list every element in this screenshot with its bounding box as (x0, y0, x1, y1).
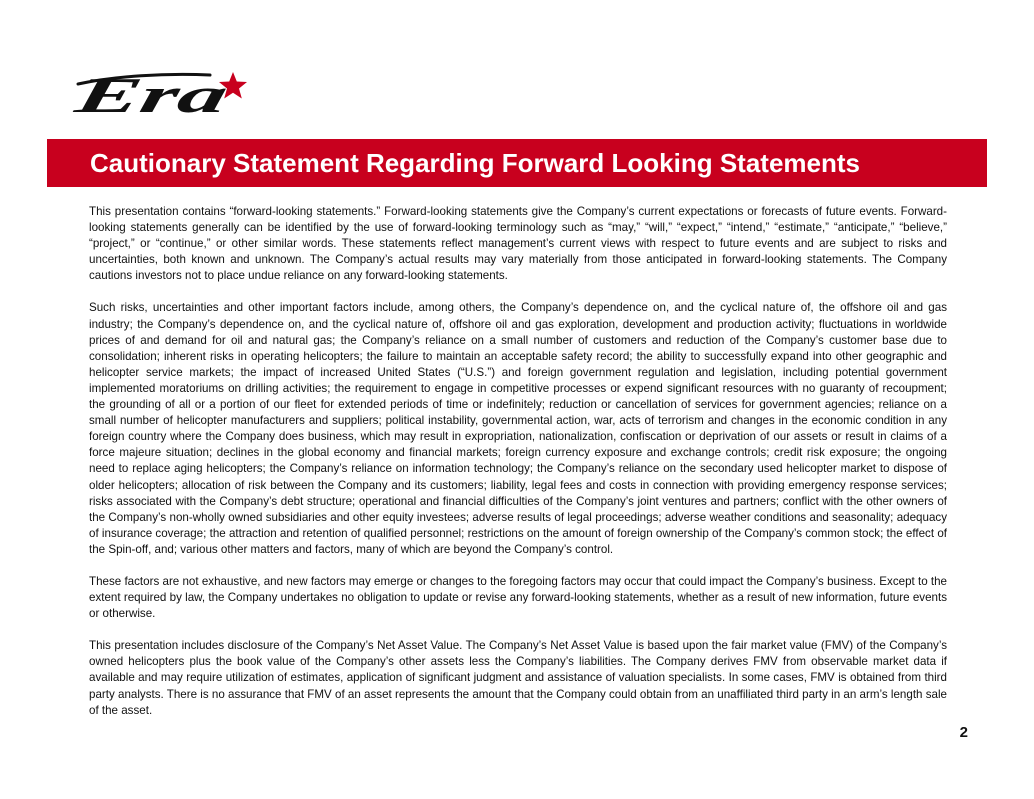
logo-wordmark: Era (71, 67, 161, 123)
page-number: 2 (959, 724, 968, 741)
paragraph-risk-factors: Such risks, uncertainties and other important factors include, among others, the Company’s dependence on, and the cyclical nature of, the offshore oil and gas industry; the Company’s dependence on, and the cyclical nature of, offshore oil and gas exploration, development and production activity; fluctuations in worldwide prices of and demand for oil and natural gas; the Company’s reliance on a small number of customers and reduction of the Company’s customer base due to consolidation; inherent risks in operating helicopters; the failure to maintain an acceptable safety record; the ability to successfully expand into other geographic and helicopter service markets; the impact of increased United States (“U.S.”) and foreign government regulation and legislation, including potential government implemented moratoriums on drilling activities; the requirement to engage in competitive processes or expend significant resources with no guaranty of recoupment; the grounding of all or a portion of our fleet for extended periods of time or indefinitely; reduction or cancellation of services for government agencies; reliance on a small number of helicopter manufacturers and suppliers; political instability, governmental action, war, acts of terrorism and changes in the economic condition in any foreign country where the Company does business, which may result in expropriation, nationalization, confiscation or deprivation of our assets or result in claims of a force majeure situation; declines in the global economy and financial markets; foreign currency exposure and exchange controls; credit risk exposure; the ongoing need to replace aging helicopters; the Company’s reliance on information technology; the Company’s reliance on the secondary used helicopter market to dispose of older helicopters; allocation of risk between the Company and its customers; liability, legal fees and costs in connection with providing emergency response services; risks associated with the Company’s debt structure; operational and financial difficulties of the Company’s joint ventures and partners; conflict with the other owners of the Company’s non-wholly owned subsidiaries and other equity investees; adverse results of legal proceedings; adverse weather conditions and seasonality; adequacy of insurance coverage; the attraction and retention of qualified personnel; restrictions on the amount of foreign ownership of the Company’s common stock; the effect of the Spin-off, and; various other matters and factors, many of which are beyond the Company’s control. (89, 301, 947, 556)
era-logo-graphic (70, 62, 252, 124)
title-bar (47, 139, 987, 187)
paragraph-forward-looking: This presentation contains “forward-looking statements.” Forward-looking statements give the Company’s current expectations or forecasts of future events. Forward-looking statements generally can be identified by the use of forward-looking terminology such as “may,” “will,” “expect,” “intend,” “estimate,” “anticipate,” “believe,” “project,” or “continue,” or other similar words. These statements reflect management’s current views with respect to future events and are subject to risks and uncertainties, both known and unknown. The Company’s actual results may vary materially from those anticipated in forward-looking statements. The Company cautions investors not to place undue reliance on any forward-looking statements. (89, 205, 947, 283)
page-title: Cautionary Statement Regarding Forward Looking Statements (90, 148, 860, 178)
company-logo (70, 62, 252, 124)
statement-body (89, 204, 947, 735)
paragraph-net-asset-value: This presentation includes disclosure of the Company’s Net Asset Value. The Company’s Net Asset Value is based upon the fair market value (FMV) of the Company’s owned helicopters plus the book value of the Company’s other assets less the Company’s liabilities. The Company derives FMV from observable market data if available and may require utilization of estimates, application of significant judgment and assistance of valuation specialists. In some cases, FMV is obtained from third party analysts. There is no assurance that FMV of an asset represents the amount that the Company could obtain from an unaffiliated third party in an arm’s length sale of the asset. (89, 639, 947, 717)
paragraph-not-exhaustive: These factors are not exhaustive, and new factors may emerge or changes to the foregoing factors may occur that could impact the Company’s business. Except to the extent required by law, the Company undertakes no obligation to update or revise any forward-looking statements, whether as a result of new information, future events or otherwise. (89, 574, 947, 621)
